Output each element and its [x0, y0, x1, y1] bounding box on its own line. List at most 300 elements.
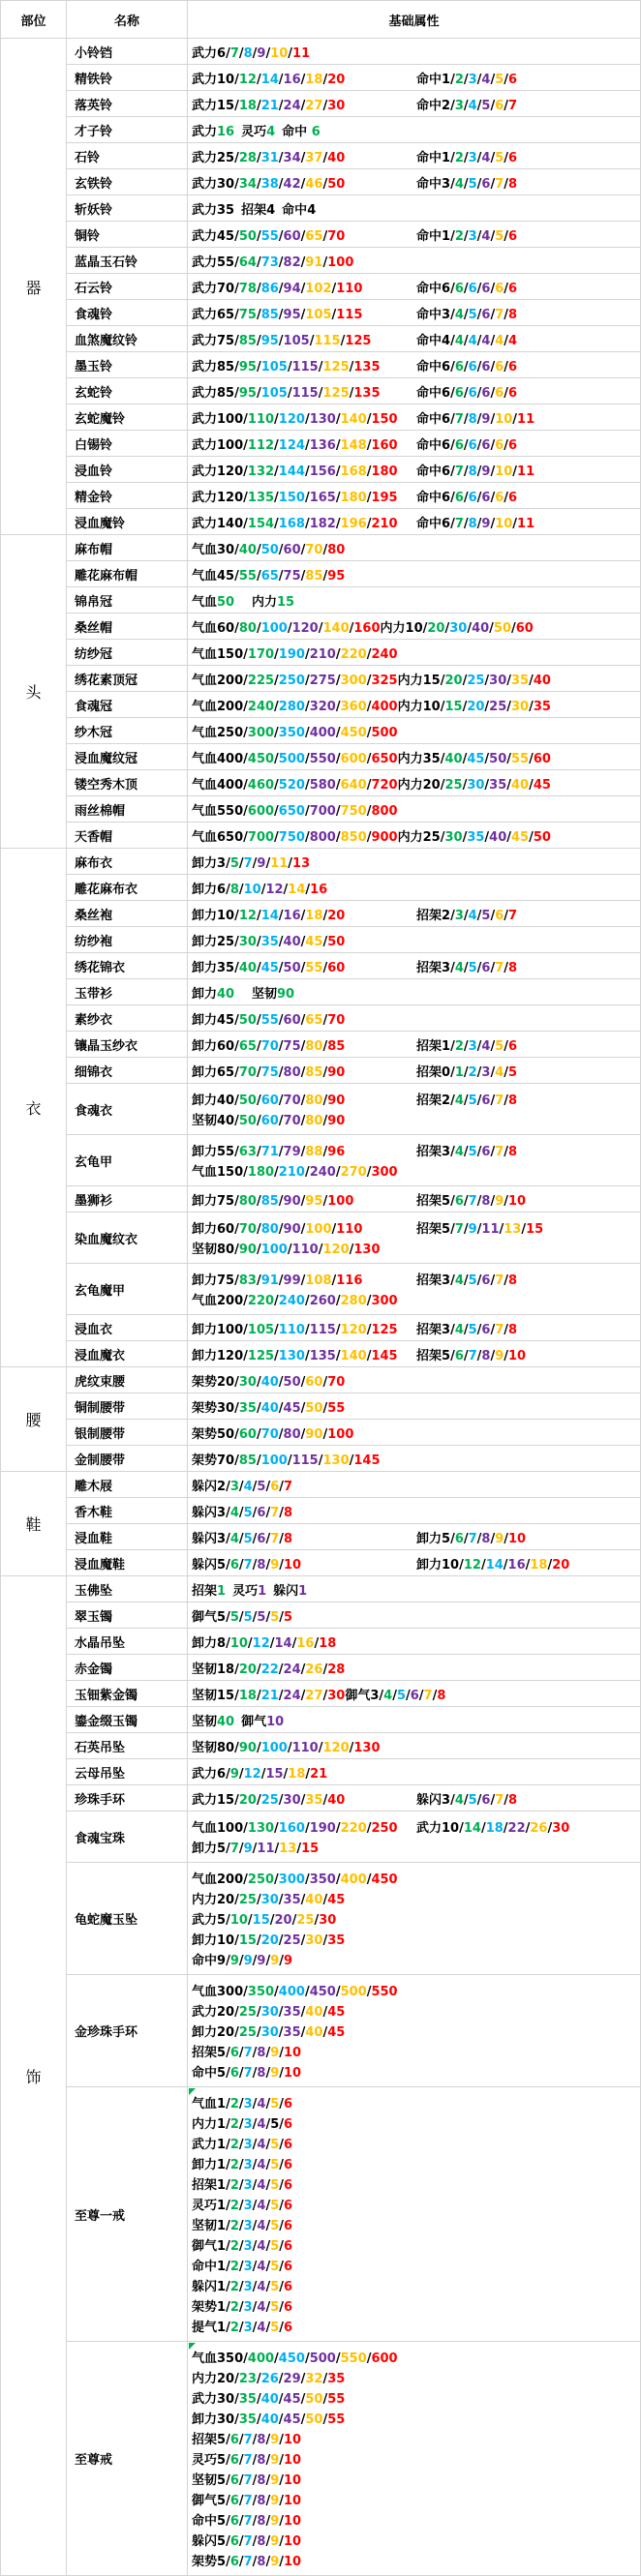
item-name-cell[interactable]: [67, 561, 188, 586]
value-separator: /: [234, 1374, 239, 1390]
attribute-value: 500: [309, 2351, 336, 2366]
attribute-value: 200: [217, 699, 244, 714]
item-name-cell[interactable]: [67, 1393, 188, 1419]
item-name-cell[interactable]: [67, 1264, 188, 1314]
item-attributes-cell[interactable]: [188, 404, 640, 430]
attribute-value: 4: [307, 202, 317, 218]
attribute-label: 御气: [192, 2239, 218, 2254]
attribute-value: 120: [217, 464, 244, 479]
item-attributes-cell[interactable]: [188, 535, 640, 560]
attribute-label: 武力: [192, 385, 218, 401]
item-name-cell[interactable]: [67, 1733, 188, 1758]
item-attributes-cell[interactable]: [188, 1032, 640, 1057]
value-separator: /: [490, 150, 496, 165]
value-separator: /: [265, 1531, 271, 1546]
attribute-value: 60: [283, 542, 301, 557]
item-name-cell[interactable]: [67, 65, 188, 90]
item-name-cell[interactable]: [67, 1341, 188, 1366]
item-attributes-cell[interactable]: [188, 1186, 640, 1212]
attribute-segment: [192, 748, 398, 766]
item-attributes-cell[interactable]: [188, 1135, 640, 1185]
attribute-value: 140: [340, 411, 367, 427]
item-name-cell[interactable]: [67, 823, 188, 848]
attribute-value: 80: [283, 1064, 301, 1080]
value-separator: /: [300, 1145, 306, 1159]
item-name-cell[interactable]: [67, 248, 188, 273]
attribute-value: 120: [278, 411, 305, 427]
part-label[interactable]: [1, 535, 67, 848]
value-separator: /: [490, 516, 496, 531]
value-separator: /: [279, 2321, 284, 2335]
item-name-cell[interactable]: [67, 640, 188, 665]
attribute-value: 9: [481, 464, 491, 479]
value-separator: /: [243, 1165, 248, 1180]
item-attributes-cell-with-note-marker[interactable]: [188, 2087, 640, 2341]
item-name-cell[interactable]: [67, 1707, 188, 1732]
attribute-value: 2: [229, 2178, 239, 2193]
item-attributes-cell[interactable]: [188, 1446, 640, 1471]
attribute-value: 4: [454, 1093, 464, 1108]
item-name-cell[interactable]: [67, 849, 188, 874]
item-name-cell[interactable]: [67, 953, 188, 978]
value-separator: /: [278, 307, 284, 322]
item-attributes-cell[interactable]: [188, 1629, 640, 1654]
item-attributes-cell[interactable]: [188, 274, 640, 299]
item-name-cell[interactable]: [67, 404, 188, 430]
item-name-cell[interactable]: [67, 692, 188, 717]
item-name-cell[interactable]: [67, 2342, 188, 2575]
attribute-value: 2: [217, 1479, 227, 1494]
item-attributes-cell[interactable]: [188, 483, 640, 508]
item-name: 翠玉镯: [75, 1609, 113, 1625]
item-attributes-cell[interactable]: [188, 849, 640, 874]
item-attributes-cell[interactable]: [188, 1393, 640, 1419]
item-name-cell[interactable]: [67, 509, 188, 534]
item-name-cell[interactable]: [67, 39, 188, 64]
attribute-value: 240: [247, 699, 275, 714]
attribute-value: 1: [217, 2138, 227, 2152]
attribute-value: 35: [238, 1400, 257, 1416]
value-separator: /: [499, 1222, 504, 1237]
value-separator: /: [300, 176, 306, 192]
item-name-cell[interactable]: [67, 1135, 188, 1185]
attribute-line: [192, 1908, 640, 1929]
value-separator: /: [529, 751, 534, 766]
value-separator: /: [234, 150, 239, 165]
attribute-value: 50: [217, 594, 235, 610]
item-attributes-cell[interactable]: [188, 326, 640, 351]
item-name-cell[interactable]: [67, 744, 188, 769]
item-name-cell[interactable]: [67, 796, 188, 822]
value-separator: /: [463, 490, 469, 505]
item-attributes-cell[interactable]: [188, 1005, 640, 1031]
attribute-value: 110: [336, 281, 363, 296]
attribute-value: 210: [309, 646, 336, 662]
item-attributes-cell[interactable]: [188, 1315, 640, 1340]
item-attributes-cell[interactable]: [188, 1264, 640, 1314]
value-separator: /: [278, 1064, 284, 1080]
item-attributes-cell[interactable]: [188, 875, 640, 900]
attribute-value: 11: [292, 45, 311, 61]
part-label[interactable]: [1, 1576, 67, 2575]
value-separator: /: [450, 490, 455, 505]
value-separator: /: [547, 1821, 553, 1836]
item-name-cell[interactable]: [67, 483, 188, 508]
item-attributes-cell[interactable]: [188, 770, 640, 795]
attribute-value: 6: [442, 516, 451, 531]
value-separator: /: [512, 516, 518, 531]
item-attributes-cell[interactable]: [188, 1213, 640, 1263]
attribute-value: 8: [257, 2066, 266, 2081]
item-attributes-cell[interactable]: [188, 587, 640, 613]
item-name: 食魂衣: [75, 1103, 113, 1119]
item-name-cell[interactable]: [67, 979, 188, 1004]
item-attributes-cell[interactable]: [188, 1733, 640, 1758]
item-name-cell[interactable]: [67, 927, 188, 952]
item-name-cell[interactable]: [67, 378, 188, 404]
attribute-value: 55: [217, 255, 235, 270]
table-row: [67, 1393, 640, 1420]
attribute-value: 12: [238, 908, 257, 923]
item-name-cell[interactable]: [67, 2087, 188, 2341]
attribute-value: 60: [238, 1426, 257, 1442]
item-attributes-cell[interactable]: [188, 666, 640, 691]
value-separator: /: [476, 960, 482, 975]
part-label[interactable]: [1, 1367, 67, 1471]
attribute-value: 325: [371, 673, 398, 688]
item-name-cell[interactable]: [67, 91, 188, 116]
attribute-label: 气血: [192, 699, 218, 714]
value-separator: /: [274, 437, 279, 453]
attribute-line: [192, 2092, 640, 2112]
attribute-value: 4: [481, 150, 491, 165]
value-separator: /: [238, 2178, 244, 2193]
item-attributes-cell[interactable]: [188, 222, 640, 247]
item-name-cell[interactable]: [67, 1812, 188, 1862]
item-name: 细锦衣: [75, 1064, 113, 1080]
item-name-cell[interactable]: [67, 1524, 188, 1549]
attribute-value: 7: [495, 1093, 504, 1108]
item-attributes-cell[interactable]: [188, 248, 640, 273]
item-attributes-cell[interactable]: [188, 1341, 640, 1366]
item-name: 纺纱袍: [75, 934, 113, 949]
item-attributes-cell[interactable]: [188, 1812, 640, 1862]
item-name-cell[interactable]: [67, 1315, 188, 1340]
attribute-line: [192, 2214, 640, 2234]
item-attributes-cell[interactable]: [188, 1603, 640, 1628]
attribute-value: 91: [260, 1273, 279, 1288]
attribute-value: 10: [495, 516, 513, 531]
item-attributes-cell[interactable]: [188, 796, 640, 822]
item-name-cell[interactable]: [67, 1032, 188, 1057]
item-attributes-cell[interactable]: [188, 300, 640, 325]
item-attributes-cell[interactable]: [188, 143, 640, 168]
value-separator: /: [476, 307, 482, 322]
value-separator: /: [300, 98, 306, 113]
value-separator: /: [279, 2514, 284, 2529]
attribute-value: 16: [283, 72, 301, 87]
item-name-cell[interactable]: [67, 222, 188, 247]
attribute-value: 2: [454, 1038, 464, 1054]
item-attributes-cell[interactable]: [188, 1084, 640, 1134]
item-attributes-cell[interactable]: [188, 1681, 640, 1706]
item-name-cell[interactable]: [67, 1446, 188, 1471]
item-name-cell[interactable]: [67, 1213, 188, 1263]
item-attributes-cell[interactable]: [188, 352, 640, 377]
item-name-cell[interactable]: [67, 614, 188, 639]
attribute-value: 300: [371, 1165, 398, 1180]
item-attributes-cell[interactable]: [188, 169, 640, 195]
value-separator: /: [476, 1222, 482, 1237]
item-name-cell[interactable]: [67, 300, 188, 325]
item-attributes-cell[interactable]: [188, 1472, 640, 1497]
attribute-line: [192, 248, 640, 273]
attribute-value: 5: [270, 1609, 280, 1625]
value-separator: /: [252, 1609, 258, 1625]
item-attributes-cell[interactable]: [188, 1863, 640, 1974]
item-name-cell[interactable]: [67, 1863, 188, 1974]
attribute-line: [192, 1315, 640, 1340]
attribute-line: [192, 770, 640, 795]
item-name: 食魂冠: [75, 699, 113, 714]
item-name-cell[interactable]: [67, 1186, 188, 1212]
item-attributes-cell[interactable]: [188, 1975, 640, 2086]
attribute-value: 400: [371, 699, 398, 714]
attribute-value: 4: [229, 1531, 239, 1546]
part-label-text: 衣: [25, 1099, 42, 1118]
item-name-cell[interactable]: [67, 1655, 188, 1680]
item-attributes-cell[interactable]: [188, 195, 640, 221]
value-separator: /: [476, 1038, 482, 1054]
value-separator: /: [256, 568, 261, 584]
attribute-line: [192, 2367, 640, 2387]
item-name-cell[interactable]: [67, 1058, 188, 1083]
value-separator: /: [300, 255, 306, 270]
attribute-value: 20: [217, 2025, 235, 2040]
value-separator: /: [529, 829, 534, 845]
item-name-cell[interactable]: [67, 169, 188, 195]
value-separator: /: [463, 437, 469, 453]
value-separator: /: [243, 437, 248, 453]
item-name-cell[interactable]: [67, 1550, 188, 1575]
item-attributes-cell[interactable]: [188, 1058, 640, 1083]
item-attributes-cell[interactable]: [188, 823, 640, 848]
attribute-value: 85: [305, 568, 323, 584]
attribute-value: 46: [305, 176, 323, 192]
item-name-cell[interactable]: [67, 718, 188, 743]
item-name-cell[interactable]: [67, 352, 188, 377]
attribute-value: 3: [454, 908, 464, 923]
item-attributes-cell[interactable]: [188, 979, 640, 1004]
item-name-cell[interactable]: [67, 666, 188, 691]
item-name-cell[interactable]: [67, 143, 188, 168]
attribute-value: 3: [442, 307, 451, 322]
item-attributes-cell[interactable]: [188, 614, 640, 639]
item-name-cell[interactable]: [67, 1603, 188, 1628]
item-attributes-cell[interactable]: [188, 901, 640, 926]
item-name: 天香帽: [75, 829, 113, 845]
attribute-value: 60: [283, 228, 301, 244]
attribute-value: 50: [238, 228, 257, 244]
item-attributes-cell[interactable]: [188, 457, 640, 482]
attribute-label: 武力: [192, 2138, 218, 2152]
table-row: [67, 274, 640, 300]
value-separator: /: [322, 934, 328, 949]
item-name-cell[interactable]: [67, 457, 188, 482]
attribute-label: 气血: [192, 803, 218, 819]
attribute-value: 1: [217, 2158, 227, 2172]
item-name: 铜铃: [75, 228, 101, 244]
value-separator: /: [278, 1093, 284, 1108]
attribute-value: 7: [495, 307, 504, 322]
attribute-segment: [192, 2551, 301, 2569]
attribute-value: 7: [454, 516, 464, 531]
item-attributes-cell[interactable]: [188, 378, 640, 404]
item-attributes-cell[interactable]: [188, 1524, 640, 1549]
item-name-cell[interactable]: [67, 875, 188, 900]
item-name-cell[interactable]: [67, 1005, 188, 1031]
attribute-value: 30: [489, 673, 507, 688]
table-row: [67, 91, 640, 117]
attribute-value: 65: [238, 1038, 257, 1054]
attribute-value: 400: [217, 751, 244, 766]
attribute-value: 7: [243, 2473, 253, 2488]
value-separator: /: [265, 2239, 271, 2254]
item-attributes-cell[interactable]: [188, 91, 640, 116]
item-name-cell[interactable]: [67, 535, 188, 560]
attribute-line: [192, 2000, 640, 2021]
attribute-value: 4: [481, 228, 491, 244]
attribute-line: [192, 1160, 640, 1181]
value-separator: /: [265, 1954, 271, 1968]
attribute-line: [192, 2173, 640, 2194]
value-separator: /: [503, 1557, 508, 1573]
item-name-cell[interactable]: [67, 195, 188, 221]
value-separator: /: [322, 2005, 328, 2020]
attribute-value: 40: [260, 2412, 279, 2427]
attribute-value: 60: [260, 1114, 279, 1128]
attribute-line: [192, 953, 640, 978]
item-name-cell[interactable]: [67, 1498, 188, 1523]
item-attributes-cell[interactable]: [188, 561, 640, 586]
item-attributes-cell[interactable]: [188, 117, 640, 142]
attribute-value: 71: [260, 1145, 279, 1159]
item-name-cell[interactable]: [67, 274, 188, 299]
attribute-value: 100: [305, 1222, 332, 1237]
item-attributes-cell[interactable]: [188, 1420, 640, 1445]
item-name-cell[interactable]: [67, 1472, 188, 1497]
item-attributes-cell[interactable]: [188, 1576, 640, 1602]
item-attributes-cell-with-note-marker[interactable]: [188, 2342, 640, 2575]
item-attributes-cell[interactable]: [188, 65, 640, 90]
attribute-value: 3: [243, 2321, 253, 2335]
value-separator: /: [252, 2138, 258, 2152]
attribute-value: 6: [508, 72, 518, 87]
item-attributes-cell[interactable]: [188, 1759, 640, 1784]
attribute-value: 35: [283, 2005, 301, 2020]
part-label[interactable]: [1, 1472, 67, 1575]
value-separator: /: [504, 1093, 508, 1108]
attribute-value: 4: [266, 202, 276, 218]
table-row: [67, 1186, 640, 1213]
item-attributes-cell[interactable]: [188, 744, 640, 769]
value-separator: /: [238, 1954, 244, 1968]
value-separator: /: [450, 385, 455, 401]
item-attributes-cell[interactable]: [188, 431, 640, 456]
item-attributes-cell[interactable]: [188, 39, 640, 64]
value-separator: /: [279, 2260, 284, 2274]
item-name-cell[interactable]: [67, 1785, 188, 1811]
item-attributes-cell[interactable]: [188, 640, 640, 665]
item-attributes-cell[interactable]: [188, 692, 640, 717]
attribute-segment: [192, 2449, 301, 2468]
item-name-cell[interactable]: [67, 1629, 188, 1654]
attribute-value: 40: [305, 2005, 323, 2020]
table-row: [67, 1576, 640, 1603]
table-row: [67, 1785, 640, 1812]
item-attributes-cell[interactable]: [188, 1655, 640, 1680]
item-name-cell[interactable]: [67, 1420, 188, 1445]
value-separator: /: [490, 72, 496, 87]
attribute-value: 13: [504, 1222, 522, 1237]
item-attributes-cell[interactable]: [188, 953, 640, 978]
part-label[interactable]: [1, 39, 67, 534]
item-attributes-cell[interactable]: [188, 1498, 640, 1523]
attribute-value: 600: [371, 2351, 398, 2366]
item-attributes-cell[interactable]: [188, 1707, 640, 1732]
item-name-cell[interactable]: [67, 326, 188, 351]
attribute-value: 7: [284, 1479, 293, 1494]
item-name-cell[interactable]: [67, 431, 188, 456]
item-name-cell[interactable]: [67, 1759, 188, 1784]
item-name-cell[interactable]: [67, 1576, 188, 1602]
attribute-line: [192, 2021, 640, 2041]
part-label[interactable]: [1, 849, 67, 1366]
item-attributes-cell[interactable]: [188, 1785, 640, 1811]
item-name-cell[interactable]: [67, 587, 188, 613]
value-separator: /: [440, 751, 445, 766]
item-attributes-cell[interactable]: [188, 718, 640, 743]
attribute-value: 12: [243, 1766, 261, 1782]
value-separator: /: [238, 1505, 244, 1520]
value-separator: /: [335, 646, 341, 662]
attribute-value: 6: [481, 176, 491, 192]
attribute-segment: [192, 1218, 416, 1237]
attribute-label: 武力: [192, 437, 218, 453]
item-name-cell[interactable]: [67, 770, 188, 795]
attribute-value: 9: [495, 1193, 504, 1209]
item-name-cell[interactable]: [67, 1681, 188, 1706]
item-name-cell[interactable]: [67, 1084, 188, 1134]
value-separator: /: [252, 2280, 258, 2294]
item-name-cell[interactable]: [67, 901, 188, 926]
attribute-value: 30: [444, 829, 463, 845]
value-separator: /: [238, 882, 244, 897]
item-attributes-cell[interactable]: [188, 509, 640, 534]
attribute-segment: [192, 2042, 301, 2060]
item-attributes-cell[interactable]: [188, 1550, 640, 1575]
item-name-cell[interactable]: [67, 1367, 188, 1393]
attribute-label: 灵巧: [232, 1583, 259, 1599]
attribute-value: 9: [257, 45, 266, 61]
item-attributes-cell[interactable]: [188, 1367, 640, 1393]
attribute-label: 躲闪: [192, 1479, 218, 1494]
item-attributes-cell[interactable]: [188, 927, 640, 952]
attribute-value: 25: [283, 1933, 301, 1948]
attribute-value: 6: [454, 359, 464, 374]
item-name-cell[interactable]: [67, 117, 188, 142]
item-name-cell[interactable]: [67, 1975, 188, 2086]
